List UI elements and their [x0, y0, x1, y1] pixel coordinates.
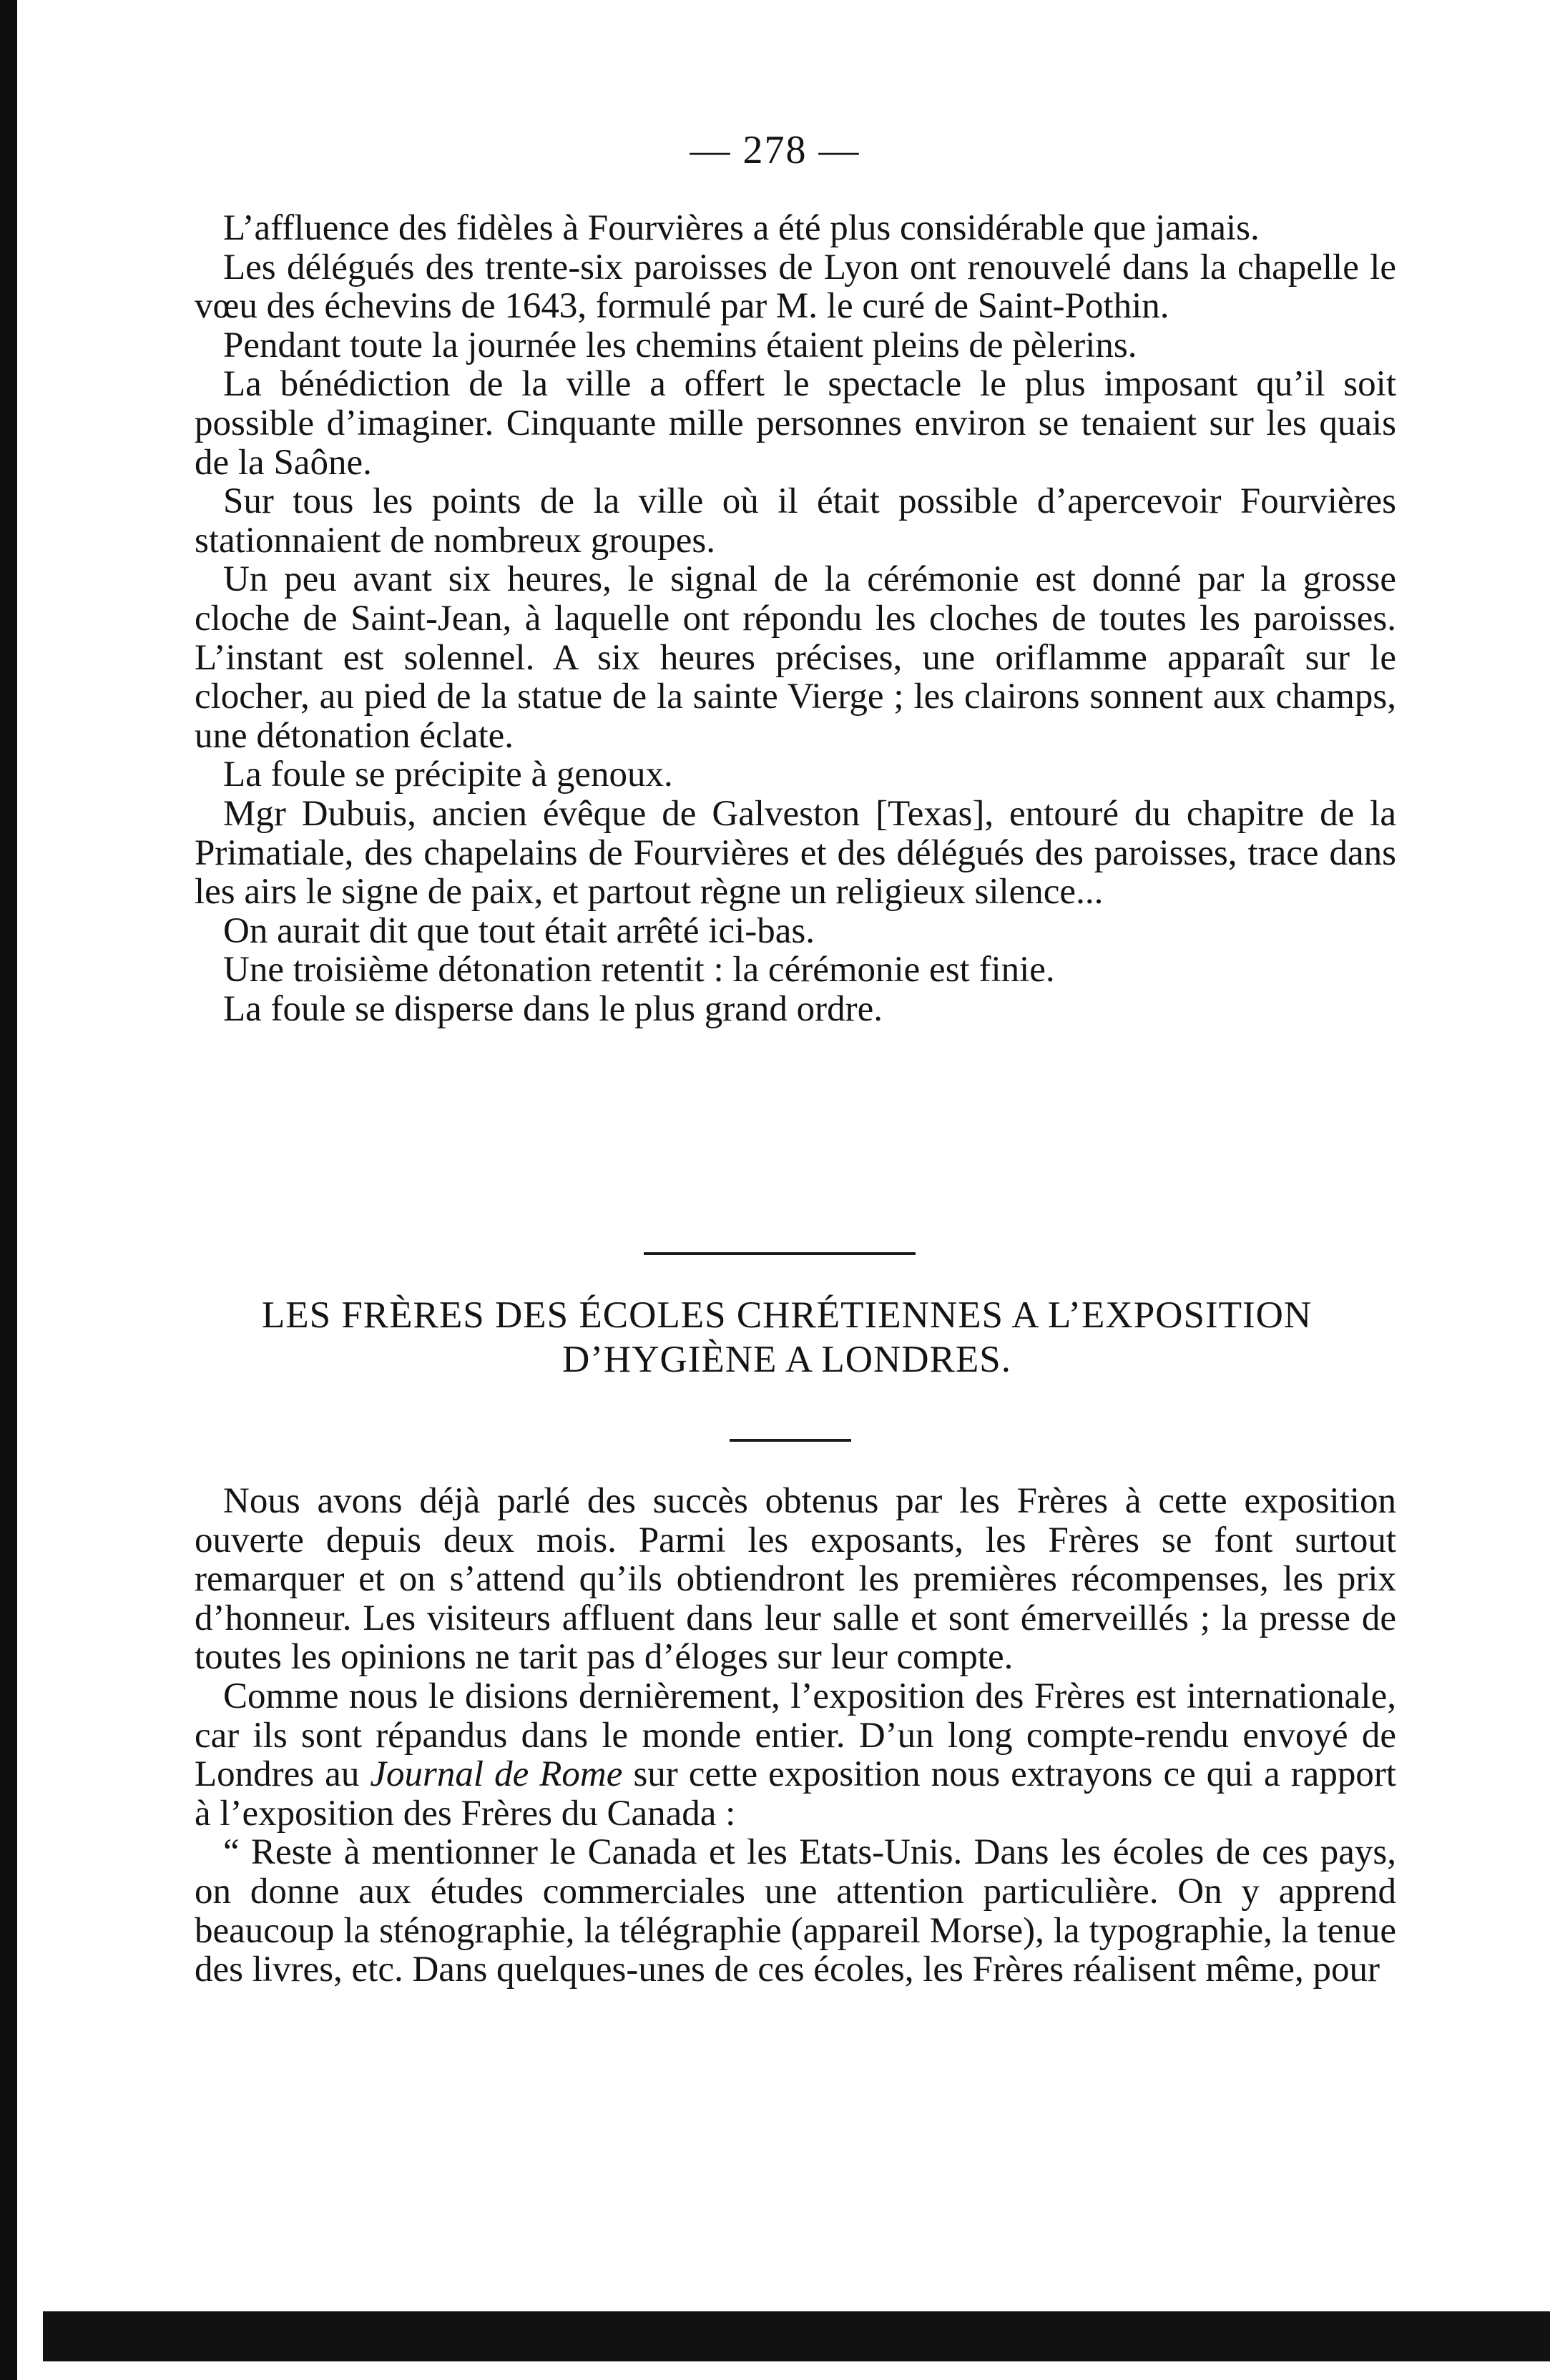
scan-left-edge — [0, 0, 17, 2380]
heading-underline — [730, 1439, 851, 1442]
heading-line: LES FRÈRES DES ÉCOLES CHRÉTIENNES A L’EXPOSITION — [261, 1294, 1313, 1336]
paragraph: La foule se précipite à genoux. — [223, 754, 673, 795]
paragraph: Nous avons déjà parlé des succès obtenus par les Frères à cette exposition ouverte depuis deux mois. Parmi les exposants, les Frères se font surtout remarquer et on s’attend qu’ils obtiendront les premières récompenses, les prix d’honneur. Les visiteurs affluent dans leur salle et sont émerveillés ; la presse de toutes les opinions ne tarit pas d’éloges sur leur compte. — [195, 1481, 1396, 1678]
paragraph: Sur tous les points de la ville où il était possible d’apercevoir Fourvières stationnaient de nombreux groupes. — [195, 481, 1396, 561]
scan-bottom-edge — [43, 2311, 1550, 2361]
page-number: — 278 — — [690, 128, 860, 172]
paragraph: La bénédiction de la ville a offert le spectacle le plus imposant qu’il soit possible d’imaginer. Cinquante mille personnes environ se tenaient sur les quais de la Saône. — [195, 364, 1396, 483]
heading-line: D’HYGIÈNE A LONDRES. — [562, 1339, 1011, 1380]
paragraph — [195, 1677, 1396, 1833]
paragraph: L’affluence des fidèles à Fourvières a été plus considérable que jamais. — [223, 208, 1260, 248]
paragraph: Une troisième détonation retentit : la cérémonie est finie. — [223, 950, 1055, 990]
paragraph: Pendant toute la journée les chemins étaient pleins de pèlerins. — [223, 325, 1137, 365]
paragraph: La foule se disperse dans le plus grand ordre. — [223, 988, 883, 1029]
paragraph: Un peu avant six heures, le signal de la cérémonie est donné par la grosse cloche de Saint-Jean, à laquelle ont répondu les cloches de toutes les paroisses. L’instant est solennel. A six heures précises, une oriflamme apparaît sur le clocher, au pied de la statue de la sainte Vierge ; les clairons sonnent aux champs, une détonation éclate. — [195, 559, 1396, 756]
paragraph: “ Reste à mentionner le Canada et les Etats-Unis. Dans les écoles de ces pays, on donne aux études commerciales une attention particulière. On y apprend beaucoup la sténographie, la télégraphie (appareil Morse), la typographie, la tenue des livres, etc. Dans quelques-unes de ces écoles, les Frères réalisent même, pour — [195, 1832, 1396, 1990]
journal-title: Journal de Rome — [370, 1754, 623, 1795]
paragraph: On aurait dit que tout était arrêté ici-bas. — [223, 910, 815, 951]
section-heading — [157, 1293, 1416, 1382]
paragraph: Les délégués des trente-six paroisses de Lyon ont renouvelé dans la chapelle le vœu des échevins de 1643, formulé par M. le curé de Saint-Pothin. — [195, 247, 1396, 327]
paragraph-text: Comme nous le disions dernièrement, l’exposition des Frères est internationale, car ils sont répandus dans le monde entier. D’un long compte-rendu envoyé de Londres au — [195, 1676, 1396, 1795]
exposition-article — [195, 1482, 1396, 1990]
section-divider — [644, 1252, 916, 1255]
paragraph: Mgr Dubuis, ancien évêque de Galveston [Texas], entouré du chapitre de la Primatiale, des chapelains de Fourvières et des délégués des paroisses, trace dans les airs le signe de paix, et partout règne un religieux silence... — [195, 793, 1396, 913]
fourvieres-article — [195, 209, 1396, 1028]
paragraph-text: sur cette exposition nous extrayons ce qui a rapport à l’exposition des Frères du Canada : — [195, 1754, 1396, 1834]
